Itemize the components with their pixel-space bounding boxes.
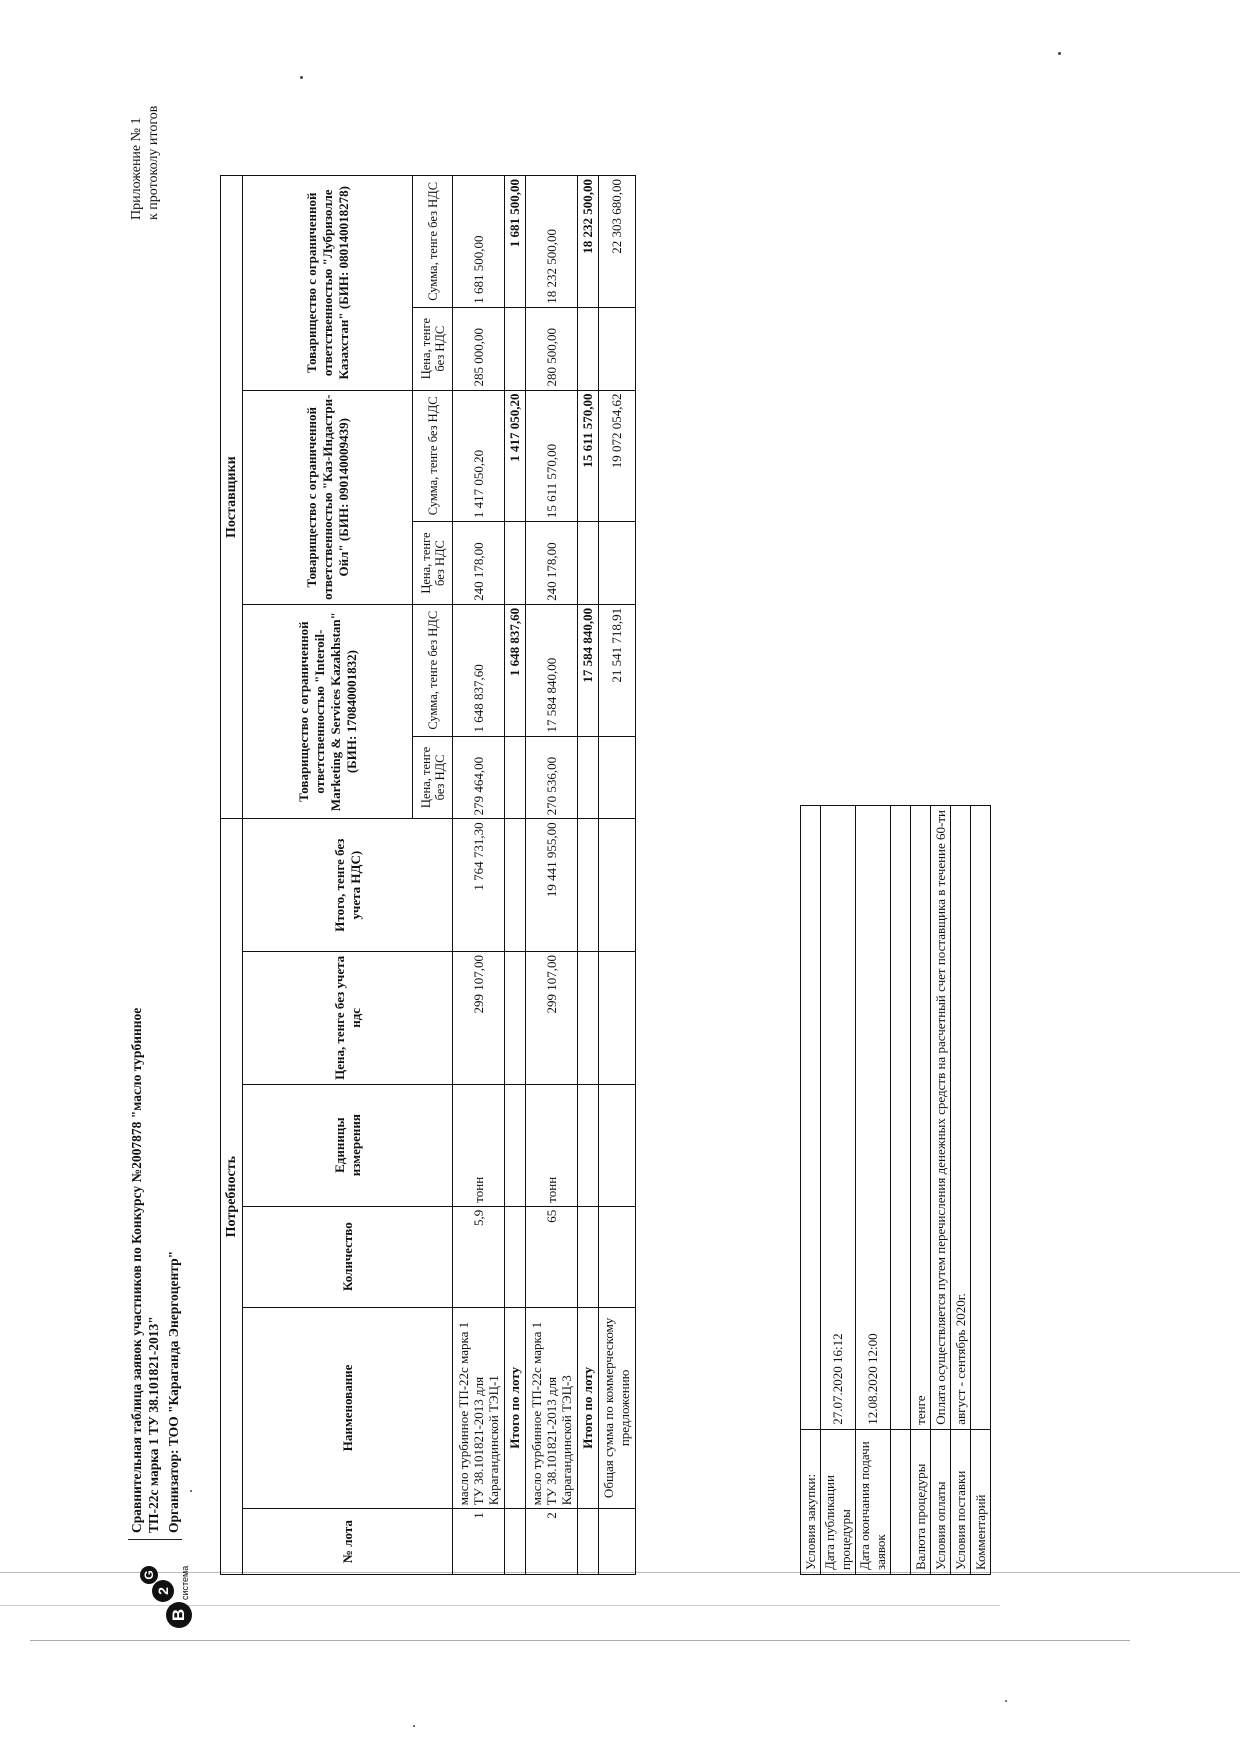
appendix-line-1: Приложение № 1 (129, 117, 144, 220)
col-qty: Количество (243, 1206, 453, 1307)
s3-price: 285 000,00 (453, 307, 505, 390)
b2g-logo (128, 1560, 198, 1630)
sub-sum: Сумма, тенге без НДС (413, 604, 453, 736)
item-price: 299 107,00 (453, 952, 505, 1085)
scan-speck (1005, 1700, 1007, 1702)
item-unit: тонн (453, 1084, 505, 1206)
condition-row: Дата окончания подачи заявок 12.08.2020 12:00 (856, 806, 891, 1575)
scan-line (30, 1640, 1130, 1641)
grand-total-label: Общая сумма по коммерческому предложению (599, 1307, 636, 1509)
condition-row: Дата публикации процедуры 27.07.2020 16:12 (821, 806, 856, 1575)
s1-lot-total: 17 584 840,00 (578, 604, 599, 736)
grand-total-row (599, 176, 636, 1575)
comparison-table (220, 175, 636, 1575)
sub-price: Цена, тенге без НДС (413, 736, 453, 819)
table-row (526, 176, 578, 1575)
scan-speck (300, 76, 303, 79)
s1-price: 279 464,00 (453, 736, 505, 819)
logo-digit: 2 (152, 1580, 174, 1602)
s1-lot-total: 1 648 837,60 (505, 604, 526, 736)
condition-row: Комментарий (971, 806, 991, 1575)
group-suppliers: Поставщики (221, 176, 243, 819)
item-total: 1 764 731,30 (453, 819, 505, 952)
supplier-1-header: Товарищество с ограниченной ответственностью "Interoil-Marketing & Services Kazakhstan" (БИН: 170840001832) (243, 604, 413, 818)
lot-total-label: Итого по лоту (578, 1307, 599, 1509)
s2-lot-total: 1 417 050,20 (505, 390, 526, 522)
lot-number: 2 (526, 1509, 578, 1575)
item-qty: 65 (526, 1206, 578, 1307)
col-name: Наименование (243, 1307, 453, 1509)
supplier-2-header: Товарищество с ограниченной ответственностью "Каз-Индастри-Ойл" (БИН: 090140009439) (243, 390, 413, 604)
organizer: Организатор: ТОО "Караганда Энергоцентр" (166, 1250, 181, 1533)
s3-sum: 1 681 500,00 (453, 176, 505, 308)
sub-price: Цена, тенге без НДС (413, 307, 453, 390)
s2-grand-total: 19 072 054,62 (599, 390, 636, 522)
lot-total-row (578, 176, 599, 1575)
s3-price: 280 500,00 (526, 307, 578, 390)
appendix-note (128, 80, 162, 220)
item-unit: тонн (526, 1084, 578, 1206)
condition-row (891, 806, 911, 1575)
sub-price: Цена, тенге без НДС (413, 522, 453, 605)
col-lot: № лота (243, 1509, 453, 1575)
sub-sum: Сумма, тенге без НДС (413, 176, 453, 308)
lot-total-label: Итого по лоту (505, 1307, 526, 1509)
group-need: Потребность (221, 819, 243, 1575)
s3-sum: 18 232 500,00 (526, 176, 578, 308)
lot-number: 1 (453, 1509, 505, 1575)
supplier-3-header: Товарищество с ограниченной ответственностью "Лубризолле Казахстан" (БИН: 080140018278) (243, 176, 413, 391)
item-name: масло турбинное ТП-22с марка 1 ТУ 38.101821-2013 для Карагандинской ТЭЦ-1 (453, 1307, 505, 1509)
scan-speck (413, 1725, 415, 1727)
s1-price: 270 536,00 (526, 736, 578, 819)
item-qty: 5,9 (453, 1206, 505, 1307)
col-total: Итого, тенге без учета НДС) (243, 819, 453, 952)
s1-sum: 17 584 840,00 (526, 604, 578, 736)
s2-price: 240 178,00 (453, 522, 505, 605)
s2-sum: 1 417 050,20 (453, 390, 505, 522)
table-row (453, 176, 505, 1575)
lot-total-row (505, 176, 526, 1575)
condition-row: Условия оплаты Оплата осуществляется путем перечисления денежных средств на расчетный счет поставщика в течение 60-ти (931, 806, 951, 1575)
s2-price: 240 178,00 (526, 522, 578, 605)
item-name: масло турбинное ТП-22с марка 1 ТУ 38.101821-2013 для Карагандинской ТЭЦ-3 (526, 1307, 578, 1509)
s3-grand-total: 22 303 680,00 (599, 176, 636, 308)
logo-letter-b: B (166, 1602, 192, 1628)
item-total: 19 441 955,00 (526, 819, 578, 952)
col-unit: Единицы измерения (243, 1084, 453, 1206)
sub-sum: Сумма, тенге без НДС (413, 390, 453, 522)
condition-row: Условия поставки август - сентябрь 2020г. (951, 806, 971, 1575)
purchase-conditions (800, 805, 991, 1575)
s2-sum: 15 611 570,00 (526, 390, 578, 522)
s2-lot-total: 15 611 570,00 (578, 390, 599, 522)
page-title: Сравнительная таблица заявок участников по Конкурсу №2007878 "масло турбинное ТП-22с марка 1 ТУ 38.101821-2013" (129, 1007, 161, 1533)
condition-row: Валюта процедуры тенге (911, 806, 931, 1575)
item-price: 299 107,00 (526, 952, 578, 1085)
logo-letter-g: G (140, 1566, 158, 1584)
s1-sum: 1 648 837,60 (453, 604, 505, 736)
appendix-line-2: к протоколу итогов (146, 105, 161, 220)
col-price: Цена, тенге без учета ндс (243, 952, 453, 1085)
title-box (128, 983, 182, 1540)
s3-lot-total: 18 232 500,00 (578, 176, 599, 308)
document-header (128, 100, 198, 1630)
s1-grand-total: 21 541 718,91 (599, 604, 636, 736)
s3-lot-total: 1 681 500,00 (505, 176, 526, 308)
rotated-document (100, 100, 988, 1630)
scan-speck (1058, 52, 1061, 55)
logo-caption: система (180, 1565, 190, 1600)
conditions-title: Условия закупки: (801, 1429, 821, 1574)
